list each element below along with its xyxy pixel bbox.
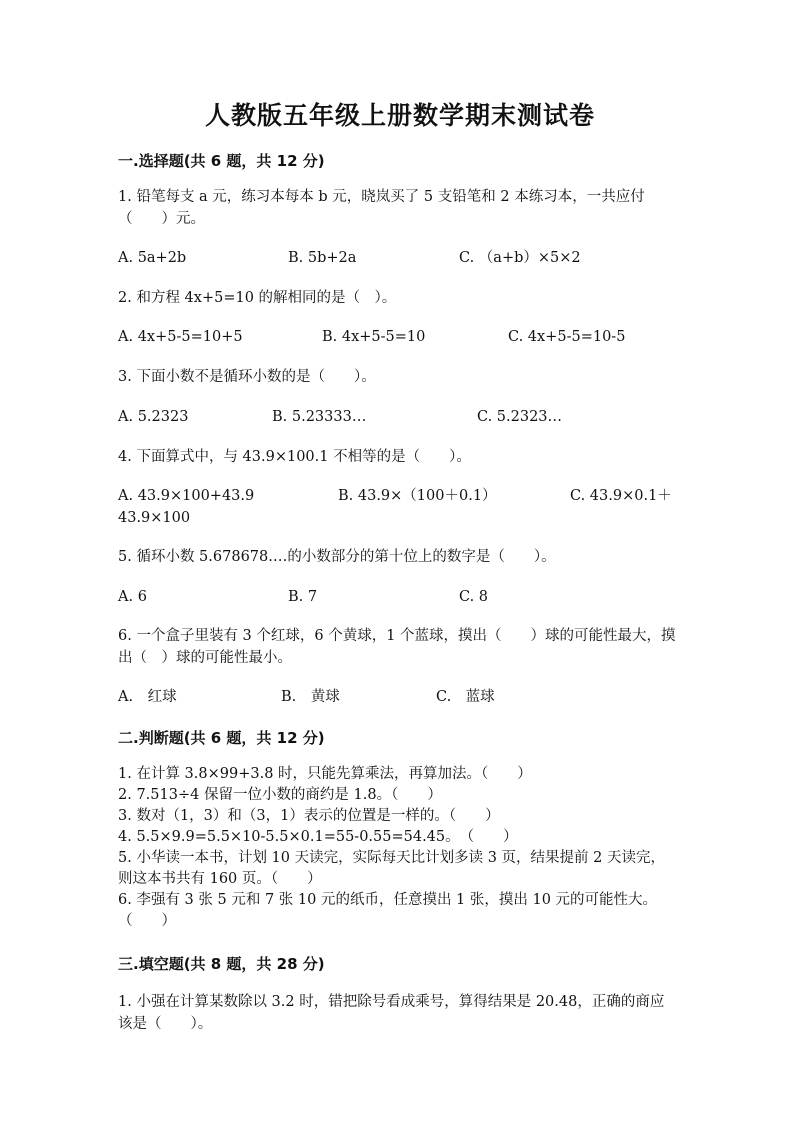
choice-options-2 — [118, 326, 698, 348]
judge-question-3: 3. 数对（1，3）和（3，1）表示的位置是一样的。（ ） — [118, 808, 500, 824]
option-b: B. 7 — [288, 589, 318, 605]
judge-question-1: 1. 在计算 3.8×99+3.8 时，只能先算乘法，再算加法。（ ） — [118, 766, 532, 782]
section-heading-judge: 二.判断题(共 6 题，共 12 分) — [118, 729, 325, 747]
option-a: A. 5a+2b — [118, 250, 187, 266]
choice-options-1 — [118, 247, 698, 269]
judge-question-4: 4. 5.5×9.9=5.5×10-5.5×0.1=55-0.55=54.45。 （ ） — [118, 829, 518, 845]
judge-question-6: 6. 李强有 3 张 5 元和 7 张 10 元的纸币，任意摸出 1 张，摸出 10 元的可能性大。 （ ） — [118, 892, 679, 929]
fill-question-1: 1. 小强在计算某数除以 3.2 时，错把除号看成乘号，算得结果是 20.48，正确的商应该是（ ）。 — [118, 994, 665, 1032]
choice-question-1: 1. 铅笔每支 a 元，练习本每本 b 元，晓岚买了 5 支铅笔和 2 本练习本，一共应付（ ）元。 — [118, 189, 645, 227]
choice-question-5: 5. 循环小数 5.678678.…的小数部分的第十位上的数字是（ ）。 — [118, 549, 556, 565]
option-c: C. （a+b）×5×2 — [459, 250, 581, 266]
option-a: A. 5.2323 — [118, 409, 189, 425]
option-b: B. 黄球 — [281, 689, 340, 705]
option-b: B. 5.23333… — [272, 409, 367, 425]
option-b: B. 5b+2a — [288, 250, 357, 266]
choice-options-6 — [118, 686, 698, 708]
judge-question-2: 2. 7.513÷4 保留一位小数的商约是 1.8。（ ） — [118, 787, 442, 803]
section-heading-fill: 三.填空题(共 8 题，共 28 分) — [118, 955, 325, 973]
option-a: A. 4x+5-5=10+5 — [118, 329, 243, 345]
choice-question-2: 2. 和方程 4x+5=10 的解相同的是（ ）。 — [118, 290, 397, 306]
option-b: B. 43.9×（100＋0.1） — [338, 488, 497, 504]
judge-question-list — [118, 764, 678, 932]
judge-question-5: 5. 小华读一本书，计划 10 天读完，实际每天比计划多读 3 页，结果提前 2 天读完，则这本书共有 160 页。（ ） — [118, 850, 665, 887]
option-a: A. 6 — [118, 589, 147, 605]
option-c-continued: 43.9×100 — [118, 510, 191, 526]
option-a: A. 43.9×100+43.9 — [118, 488, 255, 504]
choice-options-4 — [118, 485, 698, 507]
option-c: C. 蓝球 — [436, 689, 495, 705]
choice-question-3: 3. 下面小数不是循环小数的是（ ）。 — [118, 369, 376, 385]
option-c: C. 5.2323… — [477, 409, 563, 425]
section-heading-choice: 一.选择题(共 6 题，共 12 分) — [118, 152, 325, 170]
option-c: C. 43.9×0.1＋ — [570, 488, 672, 504]
choice-question-4: 4. 下面算式中，与 43.9×100.1 不相等的是（ ）。 — [118, 449, 471, 465]
option-c: C. 8 — [459, 589, 489, 605]
choice-options-4-cont — [118, 507, 698, 529]
option-c: C. 4x+5-5=10-5 — [508, 329, 626, 345]
option-a: A. 红球 — [118, 689, 177, 705]
choice-options-5 — [118, 586, 698, 608]
option-b: B. 4x+5-5=10 — [322, 329, 426, 345]
choice-question-6: 6. 一个盒子里装有 3 个红球，6 个黄球，1 个蓝球，摸出（ ）球的可能性最大，摸出（ ）球的可能性最小。 — [118, 628, 676, 666]
choice-options-3 — [118, 406, 698, 428]
page-title: 人教版五年级上册数学期末测试卷 — [204, 101, 595, 130]
